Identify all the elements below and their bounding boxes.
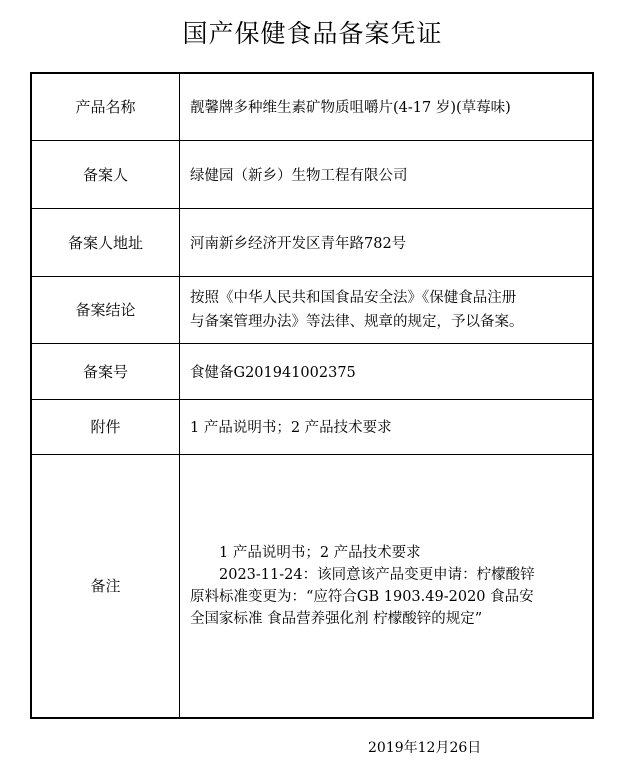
remark-line: 2023-11-24：该同意该产品变更申请：柠檬酸锌 [219,566,535,583]
attachment-value: 1 产品说明书；2 产品技术要求 [180,399,594,454]
remark-label: 备注 [31,454,180,718]
table-row [31,73,593,140]
product-name-value: 靓馨牌多种维生素矿物质咀嚼片(4-17 岁)(草莓味) [180,73,594,140]
table-row [31,140,593,208]
table-row [31,399,593,454]
product-name-label: 产品名称 [31,73,180,140]
conclusion-value [180,276,594,343]
conclusion-line: 按照《中华人民共和国食品安全法》《保健食品注册 [190,289,517,306]
remark-line: 全国家标准 食品营养强化剂 柠檬酸锌的规定” [190,610,483,627]
table-row [31,276,593,343]
filer-address-label: 备案人地址 [31,208,180,276]
filer-label: 备案人 [31,140,180,208]
document-title: 国产保健食品备案凭证 [182,19,443,48]
filer-address-value: 河南新乡经济开发区青年路782号 [180,208,594,276]
conclusion-label: 备案结论 [31,276,180,343]
attachment-label: 附件 [31,399,180,454]
remark-line: 1 产品说明书；2 产品技术要求 [219,544,421,561]
table-row [31,454,593,718]
record-number-value: 食健备G201941002375 [180,343,594,399]
remark-value [180,454,594,718]
table-row [31,208,593,276]
conclusion-line: 与备案管理办法》等法律、规章的规定，予以备案。 [190,313,524,330]
issue-date: 2019年12月26日 [368,740,482,756]
filer-value: 绿健园（新乡）生物工程有限公司 [180,140,594,208]
table-row [31,343,593,399]
remark-line: 原料标准变更为：“应符合GB 1903.49-2020 食品安 [190,588,534,605]
record-number-label: 备案号 [31,343,180,399]
record-table [30,72,594,719]
